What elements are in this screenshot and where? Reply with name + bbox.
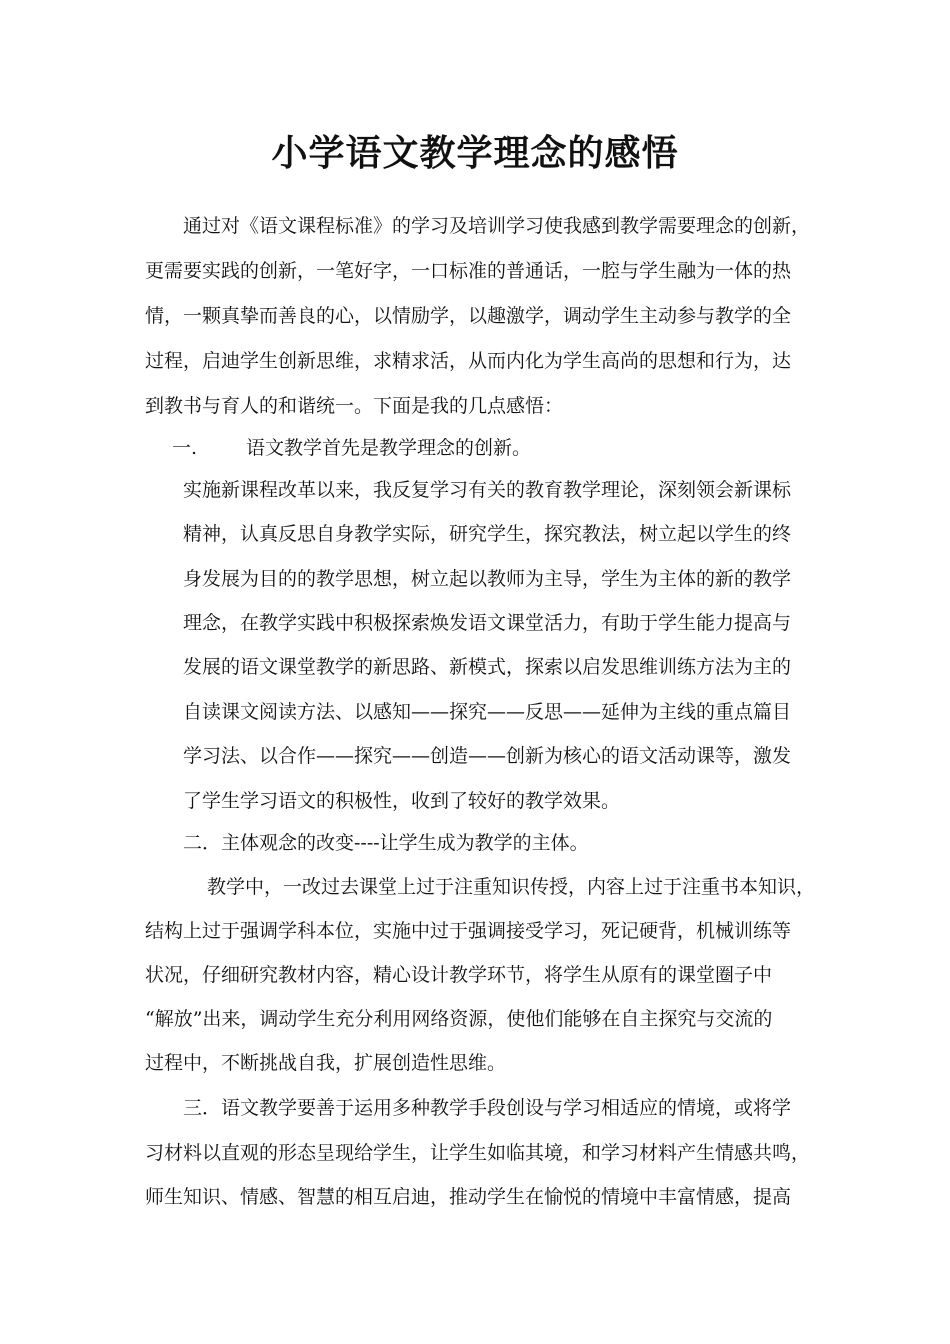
paragraph-line: 实施新课程改革以来，我反复学习有关的教育教学理论，深刻领会新课标: [183, 479, 792, 501]
paragraph-line: 状况，仔细研究教材内容，精心设计教学环节，将学生从原有的课堂圈子中: [145, 964, 773, 986]
paragraph-line: 师生知识、情感、智慧的相互启迪，推动学生在愉悦的情境中丰富情感，提高: [145, 1186, 792, 1208]
document-title: 小学语文教学理念的感悟: [271, 132, 679, 174]
paragraph-line: 教学中，一改过去课堂上过于注重知识传授，内容上过于注重书本知识，: [207, 876, 816, 898]
paragraph-line: 过程，启迪学生创新思维，求精求活，从而内化为学生高尚的思想和行为，达: [145, 350, 792, 372]
paragraph-line: 自读课文阅读方法、以感知——探究——反思——延伸为主线的重点篇目: [183, 701, 792, 723]
paragraph-line: 过程中，不断挑战自我，扩展创造性思维。: [145, 1052, 507, 1074]
section-heading: 二．主体观念的改变----让学生成为教学的主体。: [183, 832, 589, 854]
paragraph-line: 习材料以直观的形态呈现给学生，让学生如临其境，和学习材料产生情感共鸣，: [145, 1142, 811, 1164]
section-number: 一.: [172, 437, 198, 459]
paragraph-line: 身发展为目的的教学思想，树立起以教师为主导，学生为主体的新的教学: [183, 568, 792, 590]
paragraph-line: 更需要实践的创新，一笔好字，一口标准的普通话，一腔与学生融为一体的热: [145, 260, 792, 282]
paragraph-line: 了学生学习语文的积极性，收到了较好的教学效果。: [183, 790, 621, 812]
paragraph-line: 精神，认真反思自身教学实际，研究学生，探究教法，树立起以学生的终: [183, 523, 792, 545]
paragraph-line: 情，一颗真挚而善良的心，以情励学，以趣激学，调动学生主动参与教学的全: [145, 305, 792, 327]
paragraph-line: 结构上过于强调学科本位，实施中过于强调接受学习，死记硬背，机械训练等: [145, 920, 792, 942]
paragraph-line: 三．语文教学要善于运用多种教学手段创设与学习相适应的情境，或将学: [183, 1097, 792, 1119]
paragraph-line: 学习法、以合作——探究——创造——创新为核心的语文活动课等，激发: [183, 745, 792, 767]
paragraph-line: 到教书与育人的和谐统一。下面是我的几点感悟：: [145, 395, 564, 417]
paragraph-line: 通过对《语文课程标准》的学习及培训学习使我感到教学需要理念的创新，: [183, 215, 811, 237]
paragraph-line: 理念，在教学实践中积极探索焕发语文课堂活力，有助于学生能力提高与: [183, 612, 792, 634]
paragraph-line: “解放”出来，调动学生充分利用网络资源，使他们能够在自主探究与交流的: [145, 1008, 773, 1030]
section-heading: [172, 435, 531, 461]
paragraph-line: 发展的语文课堂教学的新思路、新模式，探索以启发思维训练方法为主的: [183, 656, 792, 678]
section-heading-text: 语文教学首先是教学理念的创新。: [246, 437, 532, 459]
